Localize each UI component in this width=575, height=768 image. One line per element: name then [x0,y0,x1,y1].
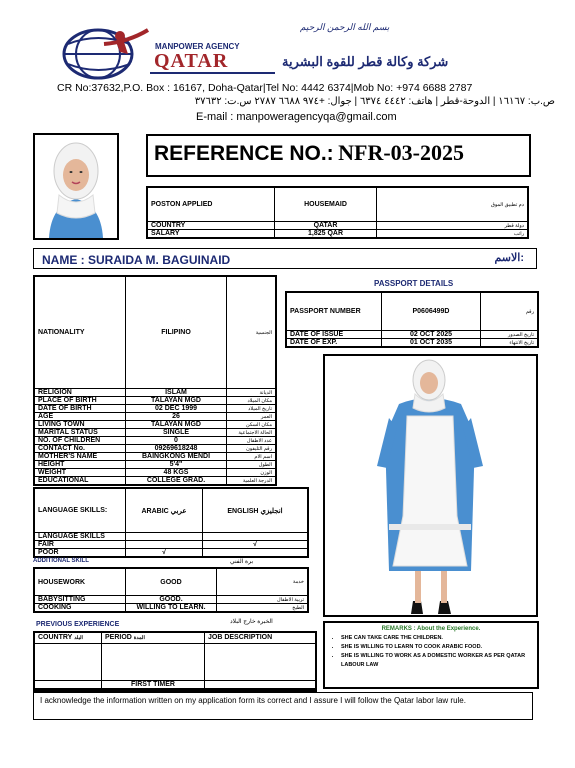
personal-arabic: الجنسية [227,276,277,389]
personal-arabic: الوزن [227,469,277,477]
skill-arabic: تربية الاطفال [217,596,309,604]
name-arabic: الاسم: [494,252,524,264]
remarks-list [331,634,531,670]
remark-item: • SHE IS WILLING TO WORK AS A DOMESTIC WORKER AS PER QATAR LABOUR LAW [341,652,531,670]
arabic-bismillah: بسم الله الرحمن الرحيم [300,22,390,32]
contact-arabic: ص.ب: ١٦١٦٧ | الدوحة-قطر | هاتف: ٤٤٤٢ ٦٣٧٤ | جوال: +٩٧٤ ٦٦٨٨ ٢٧٨٧ س.ت: ٣٧٦٣٢ [194,96,555,107]
col-country-ar: البلد [74,635,83,642]
position-row [147,187,528,222]
experience-row [34,681,316,689]
skill-value: GOOD [126,568,217,596]
col-period: PERIOD [105,634,132,642]
language-header-row [34,488,308,533]
experience-country [34,643,102,681]
experience-row [34,643,316,681]
skill-row [34,596,308,604]
acknowledgement-text: I acknowledge the information written on my application form its correct and I assure I will follow the Qatar labor law rule. [40,696,466,705]
personal-label: NO. OF CHILDREN [34,437,126,445]
language-english-mark [203,549,309,558]
personal-label: CONTACT No. [34,445,126,453]
applicant-photo-full [323,354,538,617]
language-label: POOR [34,549,126,558]
acknowledgement-box [33,692,533,720]
language-header-label: LANGUAGE SKILLS: [34,488,126,533]
personal-value: COLLEGE GRAD. [126,477,227,486]
skills-title: ADDITIONAL SKILL [33,558,89,564]
contact-line: CR No:37632,P.O. Box : 16167, Doha-Qatar|Tel No: 4442 6374|Mob No: +974 6688 2787 [57,82,473,94]
personal-row [34,389,276,397]
personal-row [34,405,276,413]
skill-label: BABYSITTING [34,596,126,604]
skill-row [34,604,308,613]
personal-value: TALAYAN MGD [126,397,227,405]
personal-label: WEIGHT [34,469,126,477]
personal-row [34,397,276,405]
language-row [34,533,308,541]
name-bar [33,248,537,269]
personal-details-table [33,275,277,486]
position-row [147,230,528,239]
passport-row [286,331,538,339]
personal-row [34,429,276,437]
personal-label: EDUCATIONAL [34,477,126,486]
passport-value: 01 OCT 2035 [382,339,481,348]
col-job: JOB DESCRIPTION [208,634,273,642]
skill-row [34,568,308,596]
skill-value: WILLING TO LEARN. [126,604,217,613]
header-rule [150,72,275,74]
skill-label: COOKING [34,604,126,613]
personal-arabic: مكان الميلاد [227,397,277,405]
experience-row [34,690,316,692]
agency-name-small: MANPOWER AGENCY [155,42,240,51]
personal-value: 0 [126,437,227,445]
position-row [147,222,528,230]
experience-table [33,631,317,692]
personal-label: MOTHER'S NAME [34,453,126,461]
passport-row [286,292,538,331]
personal-row [34,461,276,469]
passport-row [286,339,538,348]
language-arabic-mark [126,541,203,549]
skill-arabic: خدمة [217,568,309,596]
language-row [34,549,308,558]
passport-table [285,291,539,348]
personal-row [34,445,276,453]
language-english-mark: √ [203,541,309,549]
experience-country [34,681,102,689]
passport-label: DATE OF EXP. [286,339,382,348]
experience-job [205,690,317,692]
passport-arabic: رقم [481,292,539,331]
personal-row [34,453,276,461]
passport-value: 02 OCT 2025 [382,331,481,339]
personal-arabic: الدرجة العلمية [227,477,277,486]
personal-label: MARITAL STATUS [34,429,126,437]
agency-logo-globe [58,24,150,80]
language-label: LANGUAGE SKILLS [34,533,126,541]
col-period-ar: المدة [133,635,145,642]
personal-value: 48 KGS [126,469,227,477]
personal-arabic: العمر [227,413,277,421]
skill-arabic: الطبخ [217,604,309,613]
personal-label: HEIGHT [34,461,126,469]
passport-label: DATE OF ISSUE [286,331,382,339]
personal-label: LIVING TOWN [34,421,126,429]
personal-label: PLACE OF BIRTH [34,397,126,405]
skills-title-arabic: برة الفني [230,559,254,565]
personal-value: SINGLE [126,429,227,437]
reference-label: REFERENCE NO.: [154,142,334,165]
personal-value: FILIPINO [126,276,227,389]
applicant-photo-small [33,133,119,240]
experience-job [205,681,317,689]
language-label: FAIR [34,541,126,549]
personal-label: DATE OF BIRTH [34,405,126,413]
personal-row [34,469,276,477]
personal-value: BAINGKONG MENDI [126,453,227,461]
personal-arabic: مكان السكن [227,421,277,429]
skill-label: HOUSEWORK [34,568,126,596]
personal-label: NATIONALITY [34,276,126,389]
skills-table [33,567,309,613]
experience-title-arabic: الخبرة خارج البلاد [230,619,273,625]
position-label: COUNTRY [147,222,275,230]
experience-period: FIRST TIMER [102,681,205,689]
passport-label: PASSPORT NUMBER [286,292,382,331]
reference-value: NFR-03-2025 [338,140,465,165]
personal-value: ISLAM [126,389,227,397]
position-arabic: دم تطبيق الموق [377,187,529,222]
position-value: HOUSEMAID [275,187,377,222]
position-table [146,186,529,239]
personal-arabic: الحالة الاجتماعية [227,429,277,437]
personal-label: AGE [34,413,126,421]
passport-title: PASSPORT DETAILS [374,279,454,288]
skill-value: GOOD. [126,596,217,604]
language-row [34,541,308,549]
applicant-name: NAME : SURAIDA M. BAGUINAID [42,253,231,267]
personal-row [34,276,276,389]
language-english-mark [203,533,309,541]
personal-value: 5'4" [126,461,227,469]
personal-value: TALAYAN MGD [126,421,227,429]
experience-country [34,690,102,692]
remark-item: • SHE CAN TAKE CARE THE CHILDREN. [341,634,531,643]
personal-label: RELIGION [34,389,126,397]
personal-row [34,477,276,486]
agency-name-arabic: شركة وكالة قطر للقوة البشرية [282,54,449,69]
personal-arabic: الديانة [227,389,277,397]
language-arabic-mark: √ [126,549,203,558]
personal-arabic: عدد الاطفال [227,437,277,445]
language-header-english: ENGLISH انجليزي [203,488,309,533]
language-header-arabic: ARABIC عربي [126,488,203,533]
language-arabic-mark [126,533,203,541]
position-arabic: راتب [377,230,529,239]
personal-row [34,437,276,445]
remark-item: • SHE IS WILLING TO LEARN TO COOK ARABIC FOOD. [341,643,531,652]
personal-value: 09269618248 [126,445,227,453]
col-country: COUNTRY [38,634,73,642]
personal-arabic: تاريخ الميلاد [227,405,277,413]
email-line: E-mail : manpoweragencyqa@gmail.com [196,111,397,123]
personal-arabic: اسم الام [227,453,277,461]
personal-value: 02 DEC 1999 [126,405,227,413]
passport-arabic: تاريخ الصدور [481,331,539,339]
personal-arabic: رقم التليفون [227,445,277,453]
personal-value: 26 [126,413,227,421]
reference-box [146,134,531,177]
position-value: 1,825 QAR [275,230,377,239]
position-label: SALARY [147,230,275,239]
personal-row [34,421,276,429]
agency-name-big: QATAR [154,50,229,72]
experience-period [102,690,205,692]
position-value: QATAR [275,222,377,230]
experience-title: PREVIOUS EXPERIENCE [36,621,120,628]
position-label: POSTON APPLIED [147,187,275,222]
experience-job [205,643,317,681]
passport-arabic: تاريخ الانتهاء [481,339,539,348]
remarks-box [323,621,539,689]
remarks-title: REMARKS : About the Experience. [381,626,481,632]
personal-row [34,413,276,421]
language-table [33,487,309,558]
experience-period [102,643,205,681]
position-arabic: دولة قطر [377,222,529,230]
passport-value: P0606499D [382,292,481,331]
personal-arabic: الطول [227,461,277,469]
